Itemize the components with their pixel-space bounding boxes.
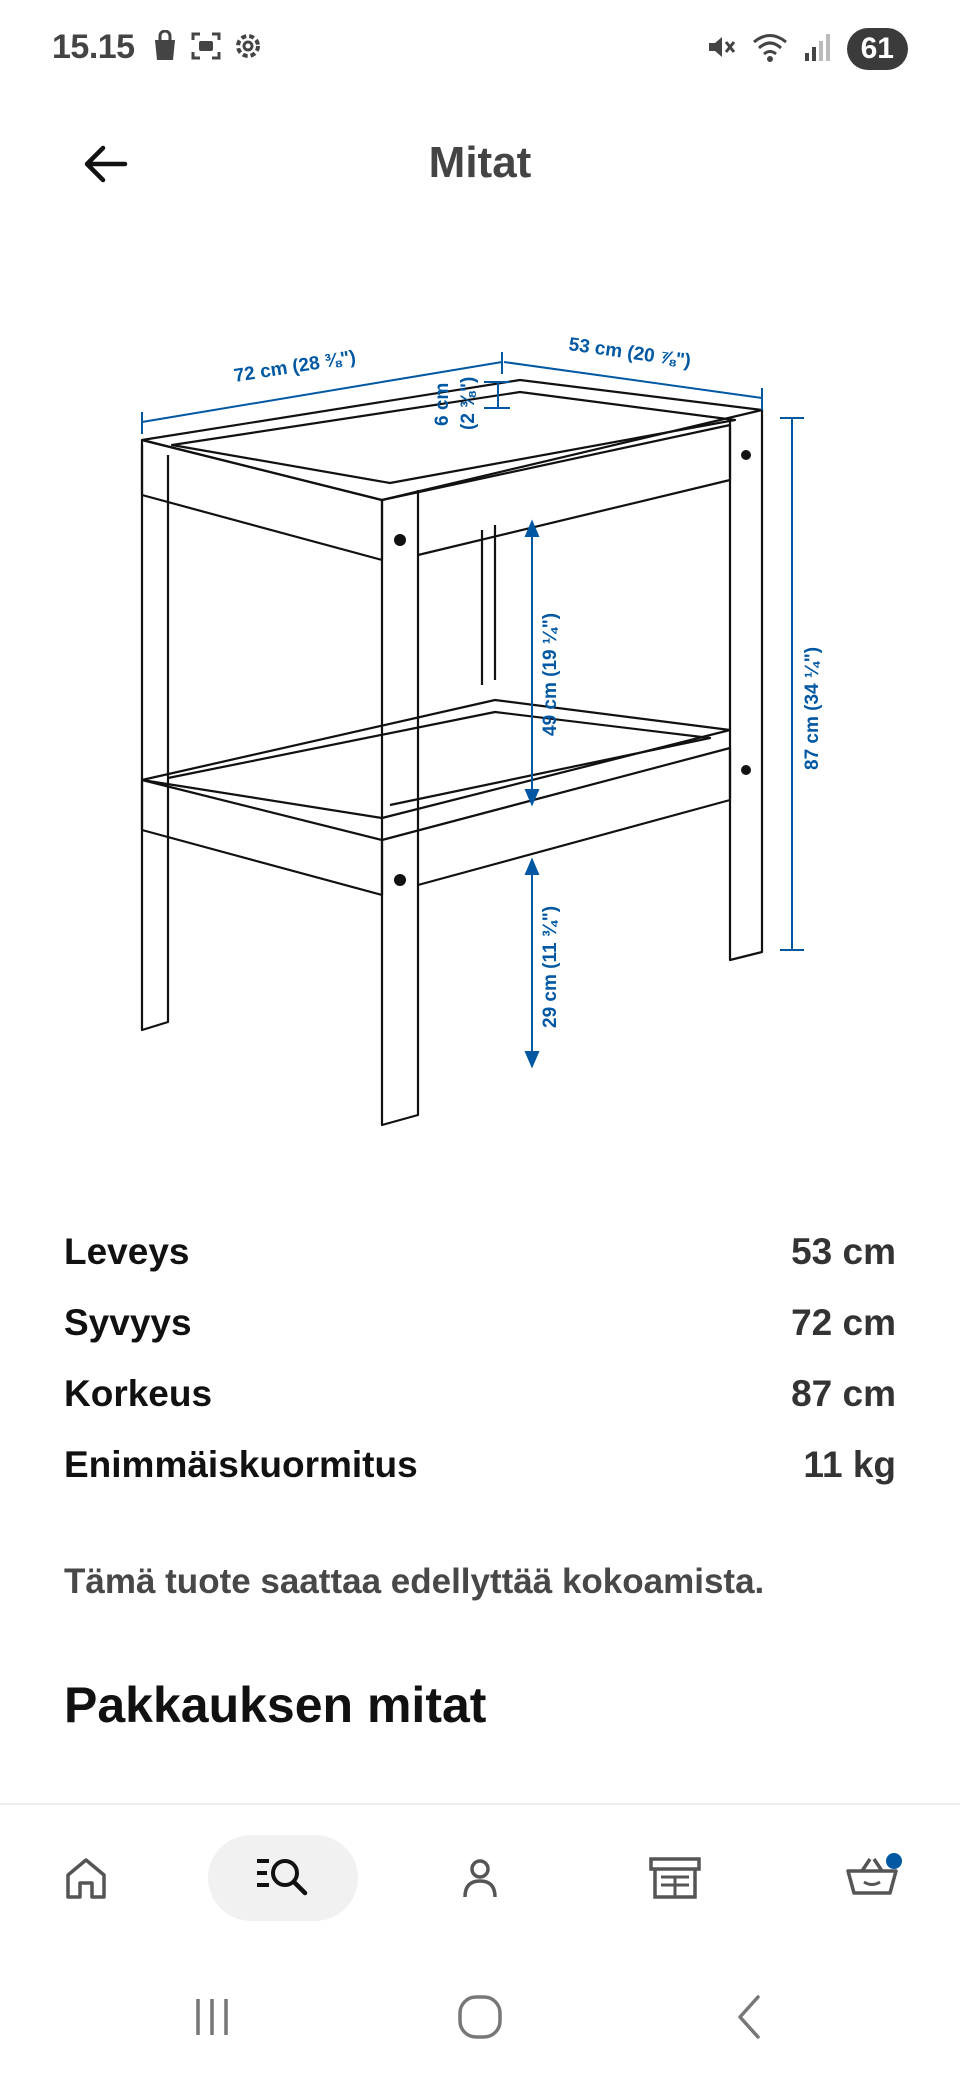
diagram-label-shelf-gap: 49 cm (19 ¼") xyxy=(540,612,561,736)
battery-level: 61 xyxy=(847,28,908,70)
dimension-row xyxy=(64,1358,896,1429)
diagram-label-rim-in: (2 ⅜") xyxy=(458,376,479,430)
back-chevron-icon xyxy=(730,1993,770,2046)
home-system-button[interactable] xyxy=(440,1989,520,2049)
status-bar xyxy=(0,0,960,100)
nav-profile[interactable] xyxy=(430,1835,530,1925)
dimension-value: 72 cm xyxy=(791,1301,896,1343)
status-right-icons xyxy=(705,28,908,70)
nav-store[interactable] xyxy=(625,1835,725,1925)
dimension-label: Leveys xyxy=(64,1230,190,1272)
dimension-row xyxy=(64,1287,896,1358)
bottom-nav xyxy=(0,1803,960,1953)
signal-icon xyxy=(803,31,833,68)
mute-icon xyxy=(705,31,737,68)
home-icon xyxy=(61,1853,111,1908)
assembly-note: Tämä tuote saattaa edellyttää kokoamista. xyxy=(64,1562,765,1601)
dimension-label: Korkeus xyxy=(64,1372,213,1414)
dimension-row xyxy=(64,1429,896,1500)
header xyxy=(0,110,960,220)
recents-icon xyxy=(190,1995,234,2044)
diagram-label-rim: 6 cm xyxy=(432,382,453,426)
screen-record-icon xyxy=(190,30,222,67)
cart-badge xyxy=(886,1853,902,1869)
back-system-button[interactable] xyxy=(710,1989,790,2049)
home-circle-icon xyxy=(456,1993,504,2046)
store-icon xyxy=(647,1853,703,1908)
system-nav xyxy=(0,1953,960,2080)
dimension-value: 11 kg xyxy=(803,1443,896,1485)
nav-cart[interactable] xyxy=(822,1835,922,1925)
wifi-icon xyxy=(751,31,789,68)
nav-home[interactable] xyxy=(36,1835,136,1925)
dimension-value: 53 cm xyxy=(791,1230,896,1272)
dimension-value: 87 cm xyxy=(791,1372,896,1414)
status-time: 15.15 xyxy=(52,28,135,66)
dimension-label: Enimmäiskuormitus xyxy=(64,1443,418,1485)
package-dimensions-heading[interactable]: Pakkauksen mitat xyxy=(64,1677,487,1733)
dimension-label: Syvyys xyxy=(64,1301,192,1343)
page-title: Mitat xyxy=(428,138,532,187)
diagram-label-depth: 53 cm (20 ⅞") xyxy=(567,334,693,373)
person-icon xyxy=(455,1853,505,1908)
bag-icon xyxy=(150,30,180,67)
search-list-icon xyxy=(253,1851,313,1906)
nav-search[interactable] xyxy=(208,1835,358,1921)
status-left-icons xyxy=(150,30,264,67)
dimension-diagram xyxy=(100,300,860,1150)
settings-icon xyxy=(232,30,264,67)
recents-button[interactable] xyxy=(172,1989,252,2049)
dimensions-list xyxy=(64,1216,896,1500)
diagram-label-width: 72 cm (28 ⅜") xyxy=(232,346,358,387)
diagram-label-height: 87 cm (34 ¼") xyxy=(802,646,823,770)
dimension-row xyxy=(64,1216,896,1287)
diagram-label-shelf-height: 29 cm (11 ¾") xyxy=(540,905,561,1028)
